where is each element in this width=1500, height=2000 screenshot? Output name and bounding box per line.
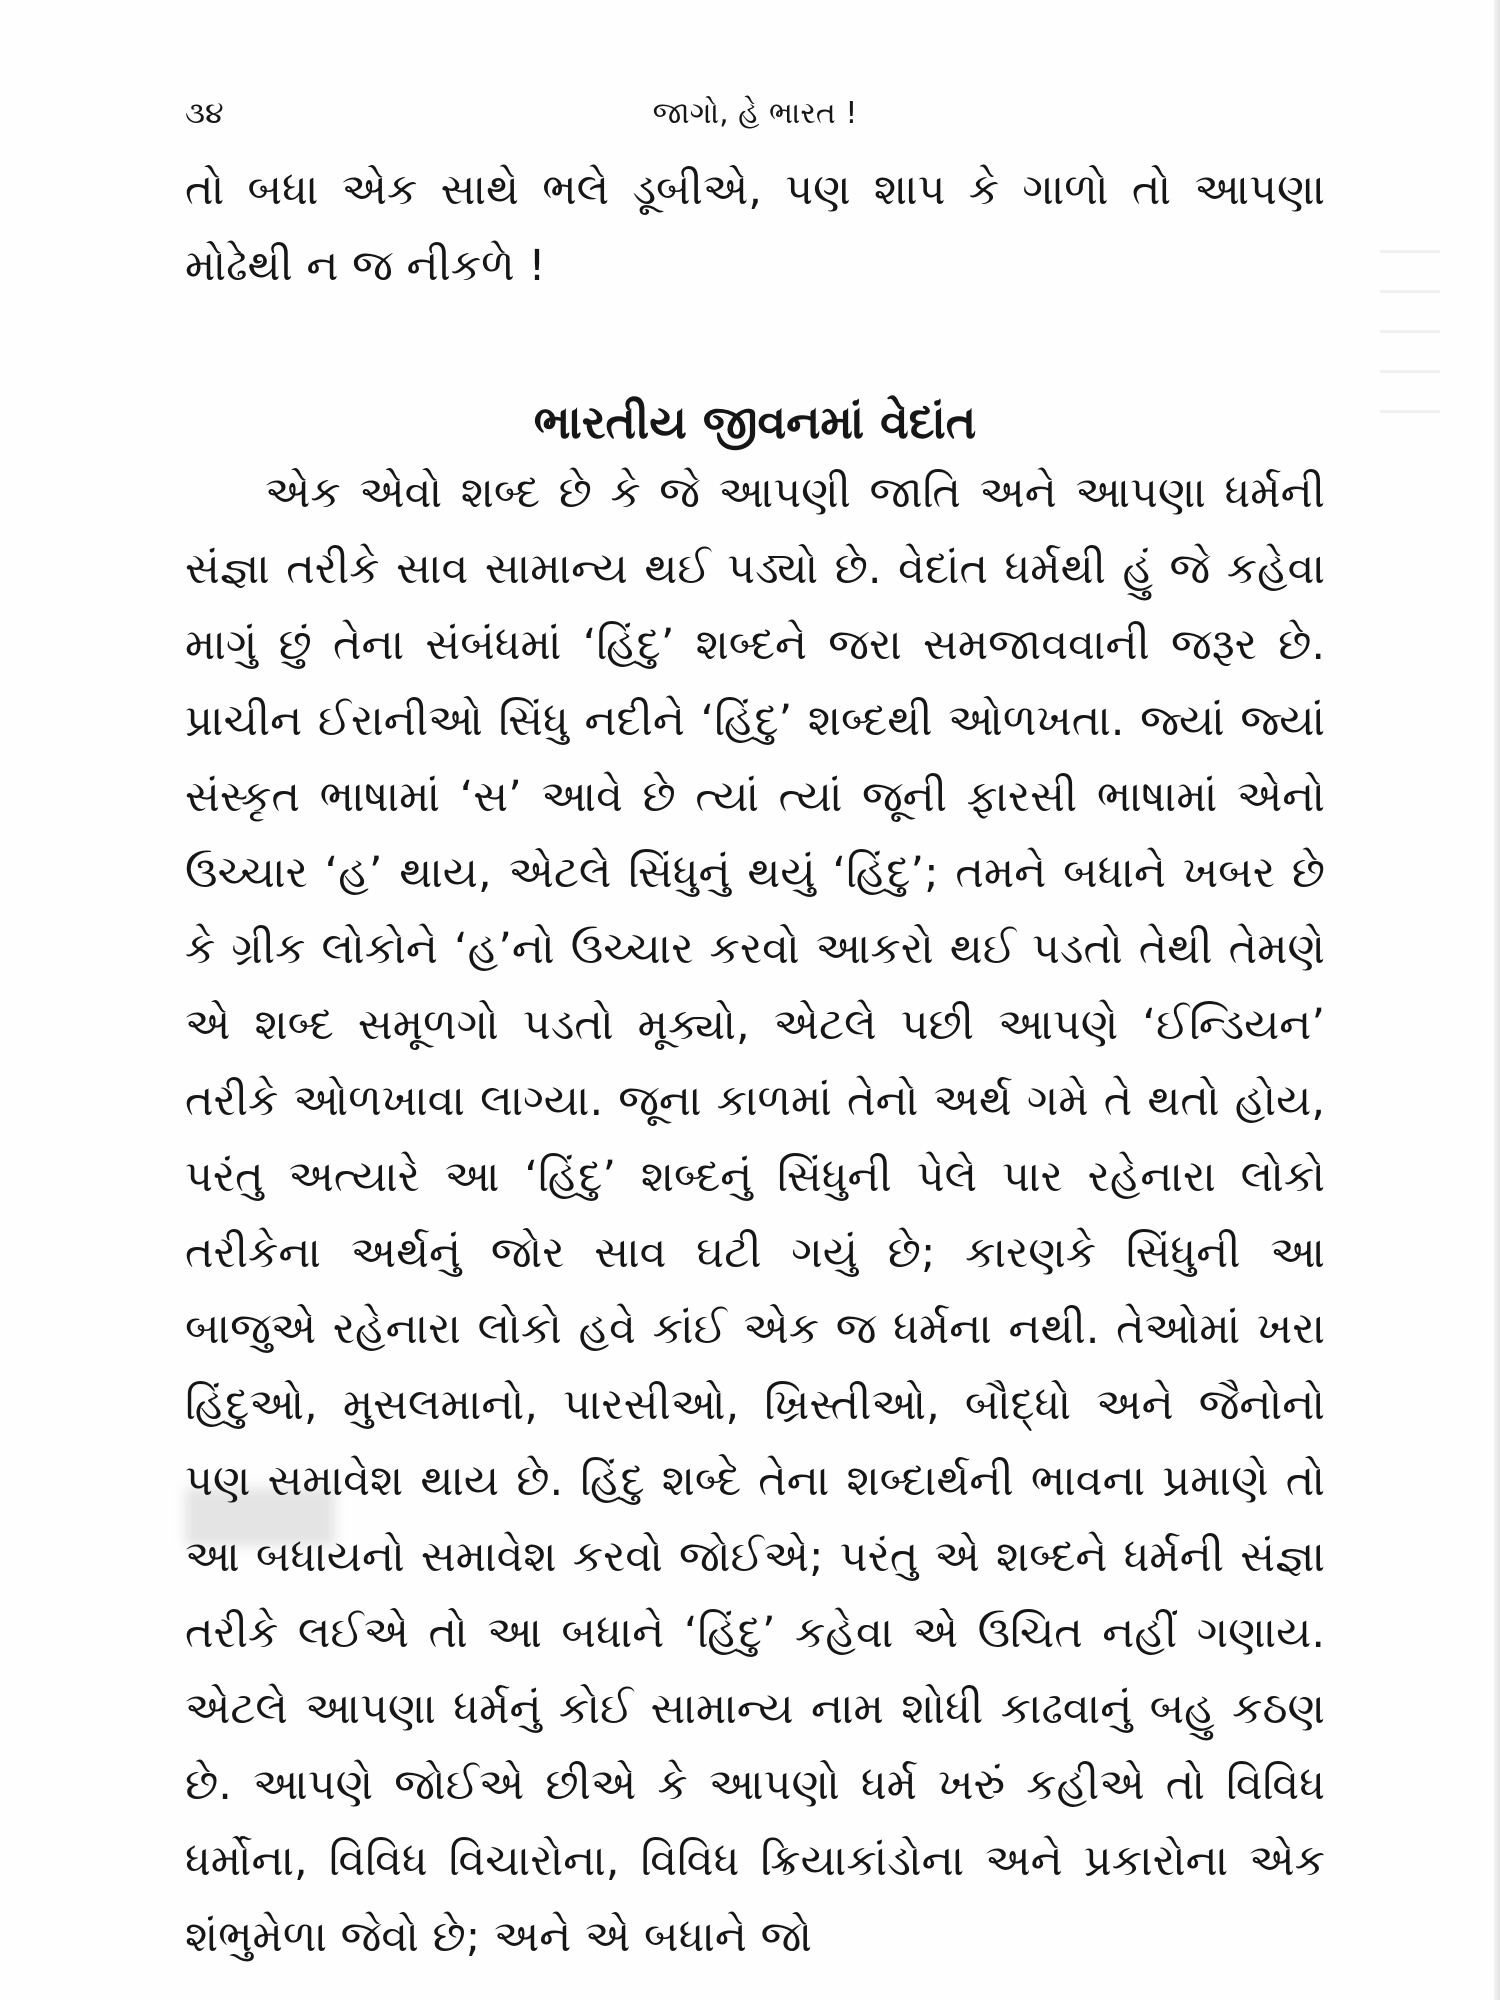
- page-header: [185, 96, 1325, 136]
- section-body: [185, 455, 1325, 1975]
- continued-paragraph: [185, 152, 1325, 304]
- continued-paragraph-text: તો બધા એક સાથે ભલે ડૂબીએ, પણ શાપ કે ગાળો તો આપણા મોઢેથી ન જ નીકળે !: [185, 165, 1325, 291]
- section-heading: ભારતીય જીવનમાં વેદાંત: [533, 395, 977, 449]
- page-number: ૩૪: [185, 96, 224, 131]
- running-title: જાગો, હે ભારત !: [652, 96, 858, 131]
- section-paragraph: એક એવો શબ્દ છે કે જે આપણી જાતિ અને આપણા ધર્મની સંજ્ઞા તરીકે સાવ સામાન્ય થઈ પડ્યો છે. વેદાંત ધર્મથી હું જે કહેવા માગું છું તેના સંબંધમાં ‘હિંદુ’ શબ્દને જરા સમજાવવાની જરૂર છે. પ્રાચીન ઈરાનીઓ સિંધુ નદીને ‘હિંદુ’ શબ્દથી ઓળખતા. જ્યાં જ્યાં સંસ્કૃત ભાષામાં ‘સ’ આવે છે ત્યાં ત્યાં જૂની ફારસી ભાષામાં એનો ઉચ્ચાર ‘હ’ થાય, એટલે સિંધુનું થયું ‘હિંદુ’; તમને બધાને ખબર છે કે ગ્રીક લોકોને ‘હ’નો ઉચ્ચાર કરવો આકરો થઈ પડતો તેથી તેમણે એ શબ્દ સમૂળગો પડતો મૂક્યો, એટલે પછી આપણે ‘ઈન્ડિયન’ તરીકે ઓળખાવા લાગ્યા. જૂના કાળમાં તેનો અર્થ ગમે તે થતો હોય, પરંતુ અત્યારે આ ‘હિંદુ’ શબ્દનું સિંધુની પેલે પાર રહેનારા લોકો તરીકેના અર્થનું જોર સાવ ઘટી ગયું છે; કારણકે સિંધુની આ બાજુએ રહેનારા લોકો હવે કાંઈ એક જ ધર્મના નથી. તેઓમાં ખરા હિંદુઓ, મુસલમાનો, પારસીઓ, ખ્રિસ્તીઓ, બૌદ્ધો અને જૈનોનો પણ સમાવેશ થાય છે. હિંદુ શબ્દે તેના શબ્દાર્થની ભાવના પ્રમાણે તો આ બધાયનો સમાવેશ કરવો જોઈએ; પરંતુ એ શબ્દને ધર્મની સંજ્ઞા તરીકે લઈએ તો આ બધાને ‘હિંદુ’ કહેવા એ ઉચિત નહીં ગણાય. એટલે આપણા ધર્મનું કોઈ સામાન્ય નામ શોધી કાઢવાનું બહુ કઠણ છે. આપણે જોઈએ છીએ કે આપણો ધર્મ ખરું કહીએ તો વિવિધ ધર્મોના, વિવિધ વિચારોના, વિવિધ ક્રિયાકાંડોના અને પ્રકારોના એક શંભુમેળા જેવો છે; અને એ બધાને જો: [185, 468, 1325, 1962]
- bleed-through-marks: [1380, 250, 1440, 430]
- page-edge-shadow: [1494, 0, 1500, 2000]
